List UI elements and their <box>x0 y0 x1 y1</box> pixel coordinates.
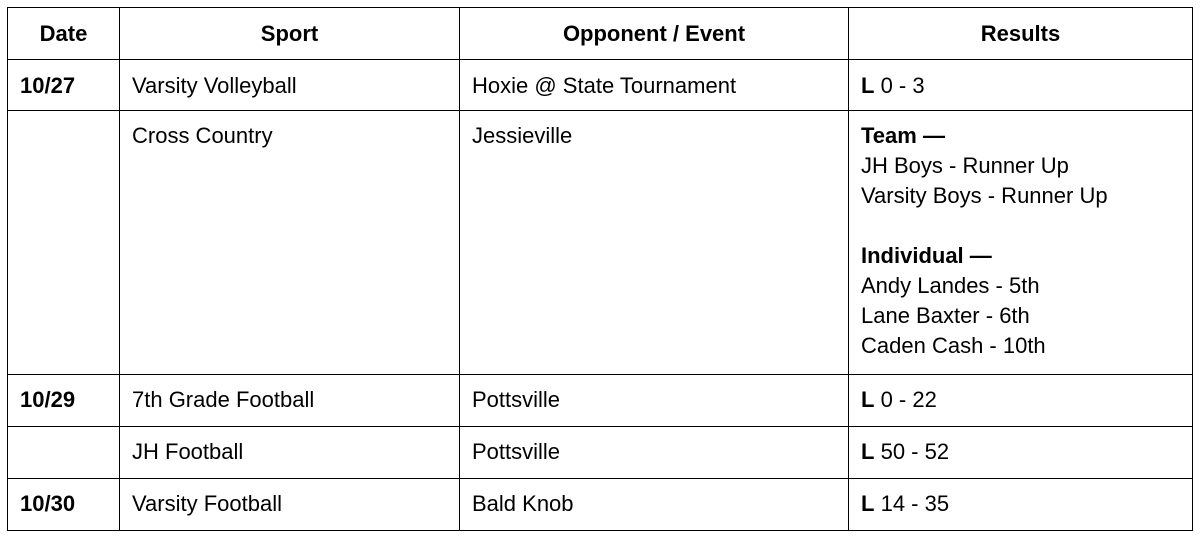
score-text: 50 - 52 <box>880 439 950 464</box>
sport-cell: Cross Country <box>120 111 460 375</box>
outcome-label: L <box>861 73 875 98</box>
individual-result: Caden Cash - 10th <box>861 333 1046 358</box>
opponent-cell: Hoxie @ State Tournament <box>460 60 849 111</box>
header-opponent: Opponent / Event <box>460 8 849 60</box>
opponent-cell: Jessieville <box>460 111 849 375</box>
team-result: Varsity Boys - Runner Up <box>861 183 1108 208</box>
outcome-label: L <box>861 439 875 464</box>
table-row <box>8 375 1193 427</box>
individual-result: Andy Landes - 5th <box>861 273 1040 298</box>
header-results: Results <box>849 8 1193 60</box>
opponent-cell: Bald Knob <box>460 479 849 531</box>
sport-cell: JH Football <box>120 427 460 479</box>
opponent-cell: Pottsville <box>460 375 849 427</box>
sport-cell: Varsity Volleyball <box>120 60 460 111</box>
individual-result: Lane Baxter - 6th <box>861 303 1030 328</box>
individual-heading: Individual — <box>861 243 992 268</box>
table-row <box>8 60 1193 111</box>
team-heading: Team — <box>861 123 945 148</box>
result-cell <box>849 479 1193 531</box>
date-cell <box>8 427 120 479</box>
header-row <box>8 8 1193 60</box>
sport-cell: Varsity Football <box>120 479 460 531</box>
date-cell: 10/30 <box>8 479 120 531</box>
opponent-cell: Pottsville <box>460 427 849 479</box>
outcome-label: L <box>861 387 875 412</box>
spacer <box>861 211 1180 241</box>
result-cell <box>849 111 1193 375</box>
date-cell: 10/27 <box>8 60 120 111</box>
result-cell <box>849 427 1193 479</box>
sport-cell: 7th Grade Football <box>120 375 460 427</box>
table-row <box>8 479 1193 531</box>
team-result: JH Boys - Runner Up <box>861 153 1069 178</box>
table-row <box>8 427 1193 479</box>
result-cell <box>849 60 1193 111</box>
result-cell <box>849 375 1193 427</box>
outcome-label: L <box>861 491 875 516</box>
score-text: 14 - 35 <box>880 491 950 516</box>
results-table <box>7 7 1193 531</box>
score-text: 0 - 22 <box>880 387 937 412</box>
score-text: 0 - 3 <box>880 73 925 98</box>
date-cell: 10/29 <box>8 375 120 427</box>
table-row <box>8 111 1193 375</box>
date-cell <box>8 111 120 375</box>
header-date: Date <box>8 8 120 60</box>
header-sport: Sport <box>120 8 460 60</box>
